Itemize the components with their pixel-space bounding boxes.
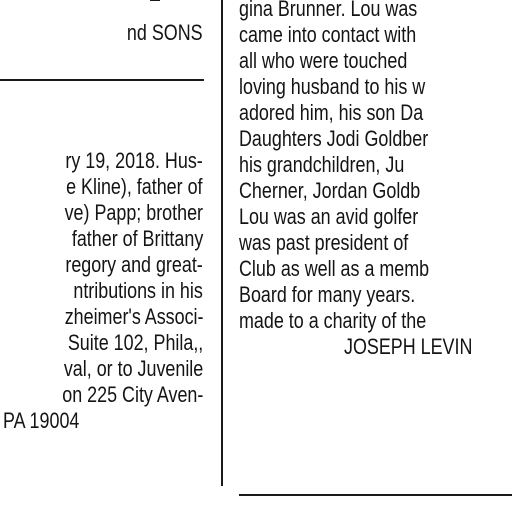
funeral-home-signature: JOSEPH LEVIN: [344, 334, 473, 359]
obituary-text-line: zheimer's Associ-: [64, 304, 203, 329]
obituary-text-line: loving husband to his w: [239, 74, 426, 99]
obituary-text-line: Lou was an avid golfer: [239, 204, 419, 229]
obituary-text-line: made to a charity of the: [239, 308, 427, 333]
obituary-text-line: ve) Papp; brother: [64, 200, 203, 225]
obituary-column-right: [239, 0, 512, 512]
obituary-text-line: all who were touched: [239, 48, 408, 73]
obituary-text-line: ntributions in his: [73, 278, 203, 303]
obituary-text-line: Suite 102, Phila,,: [67, 330, 203, 355]
obituary-text-line: was past president of: [239, 230, 409, 255]
obituary-text-line: ry 19, 2018. Hus-: [65, 148, 203, 173]
obituary-text-line: came into contact with: [239, 22, 417, 47]
obituary-text-line: PA 19004: [3, 408, 80, 433]
obituary-text-line: regory and great-: [65, 252, 203, 277]
obituary-text-line: his grandchildren, Ju: [239, 152, 405, 177]
obituary-text-line: adored him, his son Da: [239, 100, 424, 125]
obituary-column-left: [0, 0, 206, 512]
section-divider: [0, 79, 204, 81]
obituary-text-line: Daughters Jodi Goldber: [239, 126, 429, 151]
obituary-text-line: Cherner, Jordan Goldb: [239, 178, 421, 203]
obituary-text-line: Board for many years.: [239, 282, 416, 307]
obituary-text-line: val, or to Juvenile: [63, 356, 203, 381]
obituary-text-line: gina Brunner. Lou was: [239, 0, 418, 21]
obituary-text-line: e Kline), father of: [66, 174, 203, 199]
section-divider: [239, 494, 512, 496]
text-fragment-mark: [150, 0, 160, 1]
column-divider: [221, 0, 223, 486]
obituary-text-line: on 225 City Aven-: [61, 382, 203, 407]
obituary-text-line: Club as well as a memb: [239, 256, 430, 281]
funeral-home-name: nd SONS: [127, 20, 203, 45]
obituary-text-line: father of Brittany: [71, 226, 203, 251]
